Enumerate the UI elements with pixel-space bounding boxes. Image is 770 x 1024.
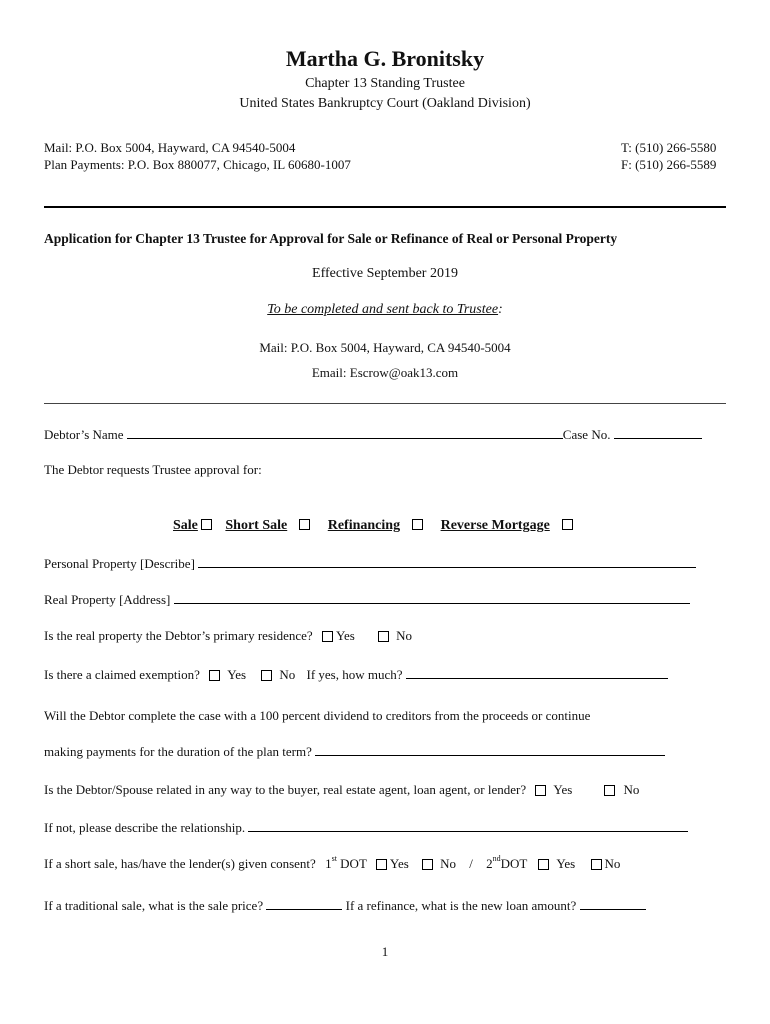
debtor-name-label: Debtor’s Name bbox=[44, 427, 124, 442]
exemption-row bbox=[44, 666, 668, 683]
form-heading: Application for Chapter 13 Trustee for Approval for Sale or Refinance of Real or Personal Property bbox=[44, 231, 618, 246]
describe-relationship-label: If not, please describe the relationship. bbox=[44, 820, 246, 835]
short-sale-consent-row bbox=[44, 856, 620, 872]
case-no-field[interactable] bbox=[614, 426, 702, 439]
short-sale-question: If a short sale, has/have the lender(s) given consent? bbox=[44, 856, 316, 871]
second-suffix: nd bbox=[492, 854, 501, 863]
header-divider bbox=[44, 206, 726, 208]
new-loan-question: If a refinance, what is the new loan amount? bbox=[345, 898, 577, 913]
exemption-amount-field[interactable] bbox=[406, 666, 668, 679]
amount-row bbox=[44, 897, 646, 914]
short-sale-checkbox[interactable] bbox=[299, 519, 310, 530]
sale-checkbox[interactable] bbox=[201, 519, 212, 530]
first-dot-no-label: No bbox=[440, 856, 456, 871]
sale-option-label: Sale bbox=[173, 518, 198, 533]
dividend-question-line2: making payments for the duration of the plan term? bbox=[44, 744, 312, 759]
first-dot-no-checkbox[interactable] bbox=[422, 859, 433, 870]
primary-residence-no-label: No bbox=[396, 628, 412, 643]
dot-separator: / bbox=[469, 856, 473, 871]
primary-residence-row bbox=[44, 628, 412, 644]
relationship-row bbox=[44, 819, 688, 836]
return-email: Email: Escrow@oak13.com bbox=[311, 365, 459, 380]
second-dot-text: DOT bbox=[500, 856, 528, 871]
dividend-row bbox=[44, 743, 665, 760]
first-suffix: st bbox=[331, 854, 337, 863]
related-question: Is the Debtor/Spouse related in any way to the buyer, real estate agent, loan agent, or lender? bbox=[44, 782, 527, 797]
phone-number: T: (510) 266-5580 bbox=[621, 140, 717, 155]
primary-residence-yes-checkbox[interactable] bbox=[322, 631, 333, 642]
second-number: 2 bbox=[486, 856, 493, 871]
related-yes-label: Yes bbox=[553, 782, 573, 797]
section-divider bbox=[44, 403, 726, 404]
reverse-mortgage-option-label: Reverse Mortgage bbox=[440, 518, 550, 533]
trustee-title: Chapter 13 Standing Trustee bbox=[305, 76, 465, 91]
short-sale-option-label: Short Sale bbox=[225, 518, 288, 533]
related-yes-checkbox[interactable] bbox=[535, 785, 546, 796]
mail-address: Mail: P.O. Box 5004, Hayward, CA 94540-5004 bbox=[44, 140, 296, 155]
related-row bbox=[44, 782, 639, 798]
court-name: United States Bankruptcy Court (Oakland Division) bbox=[239, 96, 531, 111]
exemption-no-label: No bbox=[279, 667, 296, 682]
approval-options bbox=[173, 518, 576, 534]
personal-property-field[interactable] bbox=[198, 555, 696, 568]
effective-date: Effective September 2019 bbox=[312, 266, 458, 281]
first-dot-yes-label: Yes bbox=[389, 856, 409, 871]
new-loan-amount-field[interactable] bbox=[580, 897, 646, 910]
exemption-yes-label: Yes bbox=[227, 667, 247, 682]
instruction-text bbox=[0, 302, 770, 318]
return-mail: Mail: P.O. Box 5004, Hayward, CA 94540-5004 bbox=[259, 340, 511, 355]
how-much-label: If yes, how much? bbox=[306, 667, 403, 682]
real-property-row bbox=[44, 591, 690, 608]
trustee-name: Martha G. Bronitsky bbox=[285, 46, 485, 71]
debtor-row bbox=[44, 426, 702, 443]
personal-property-label: Personal Property [Describe] bbox=[44, 556, 195, 571]
primary-residence-question: Is the real property the Debtor’s primary residence? bbox=[44, 628, 313, 643]
first-number: 1 bbox=[325, 856, 332, 871]
primary-residence-yes-label: Yes bbox=[335, 628, 355, 643]
sale-price-field[interactable] bbox=[266, 897, 342, 910]
related-no-checkbox[interactable] bbox=[604, 785, 615, 796]
instruction-label: To be completed and sent back to Trustee bbox=[267, 302, 499, 317]
exemption-yes-checkbox[interactable] bbox=[209, 670, 220, 681]
first-dot-text: DOT bbox=[340, 856, 367, 871]
second-dot-no-label: No bbox=[604, 856, 621, 871]
second-dot-yes-checkbox[interactable] bbox=[538, 859, 549, 870]
refinancing-option-label: Refinancing bbox=[327, 518, 401, 533]
second-dot-yes-label: Yes bbox=[556, 856, 576, 871]
debtor-name-field[interactable] bbox=[127, 426, 563, 439]
second-dot-no-checkbox[interactable] bbox=[591, 859, 602, 870]
sale-price-question: If a traditional sale, what is the sale price? bbox=[44, 898, 264, 913]
personal-property-row bbox=[44, 555, 696, 572]
case-no-label: Case No. bbox=[562, 427, 611, 442]
exemption-no-checkbox[interactable] bbox=[261, 670, 272, 681]
page-number: 1 bbox=[381, 944, 389, 959]
dividend-answer-field[interactable] bbox=[315, 743, 665, 756]
fax-number: F: (510) 266-5589 bbox=[621, 157, 717, 172]
reverse-mortgage-checkbox[interactable] bbox=[562, 519, 573, 530]
related-no-label: No bbox=[623, 782, 640, 797]
refinancing-checkbox[interactable] bbox=[412, 519, 423, 530]
requests-label: The Debtor requests Trustee approval for: bbox=[44, 462, 262, 477]
plan-payments-address: Plan Payments: P.O. Box 880077, Chicago, IL 60680-1007 bbox=[44, 157, 351, 172]
primary-residence-no-checkbox[interactable] bbox=[378, 631, 389, 642]
instruction-colon: : bbox=[498, 302, 503, 317]
first-dot-label bbox=[325, 856, 367, 871]
second-dot-label bbox=[486, 856, 527, 871]
dividend-question-line1: Will the Debtor complete the case with a 100 percent dividend to creditors from the proceeds or continue bbox=[44, 708, 591, 723]
real-property-label: Real Property [Address] bbox=[44, 592, 171, 607]
first-dot-yes-checkbox[interactable] bbox=[376, 859, 387, 870]
relationship-field[interactable] bbox=[248, 819, 688, 832]
real-property-field[interactable] bbox=[174, 591, 690, 604]
exemption-question: Is there a claimed exemption? bbox=[44, 667, 200, 682]
